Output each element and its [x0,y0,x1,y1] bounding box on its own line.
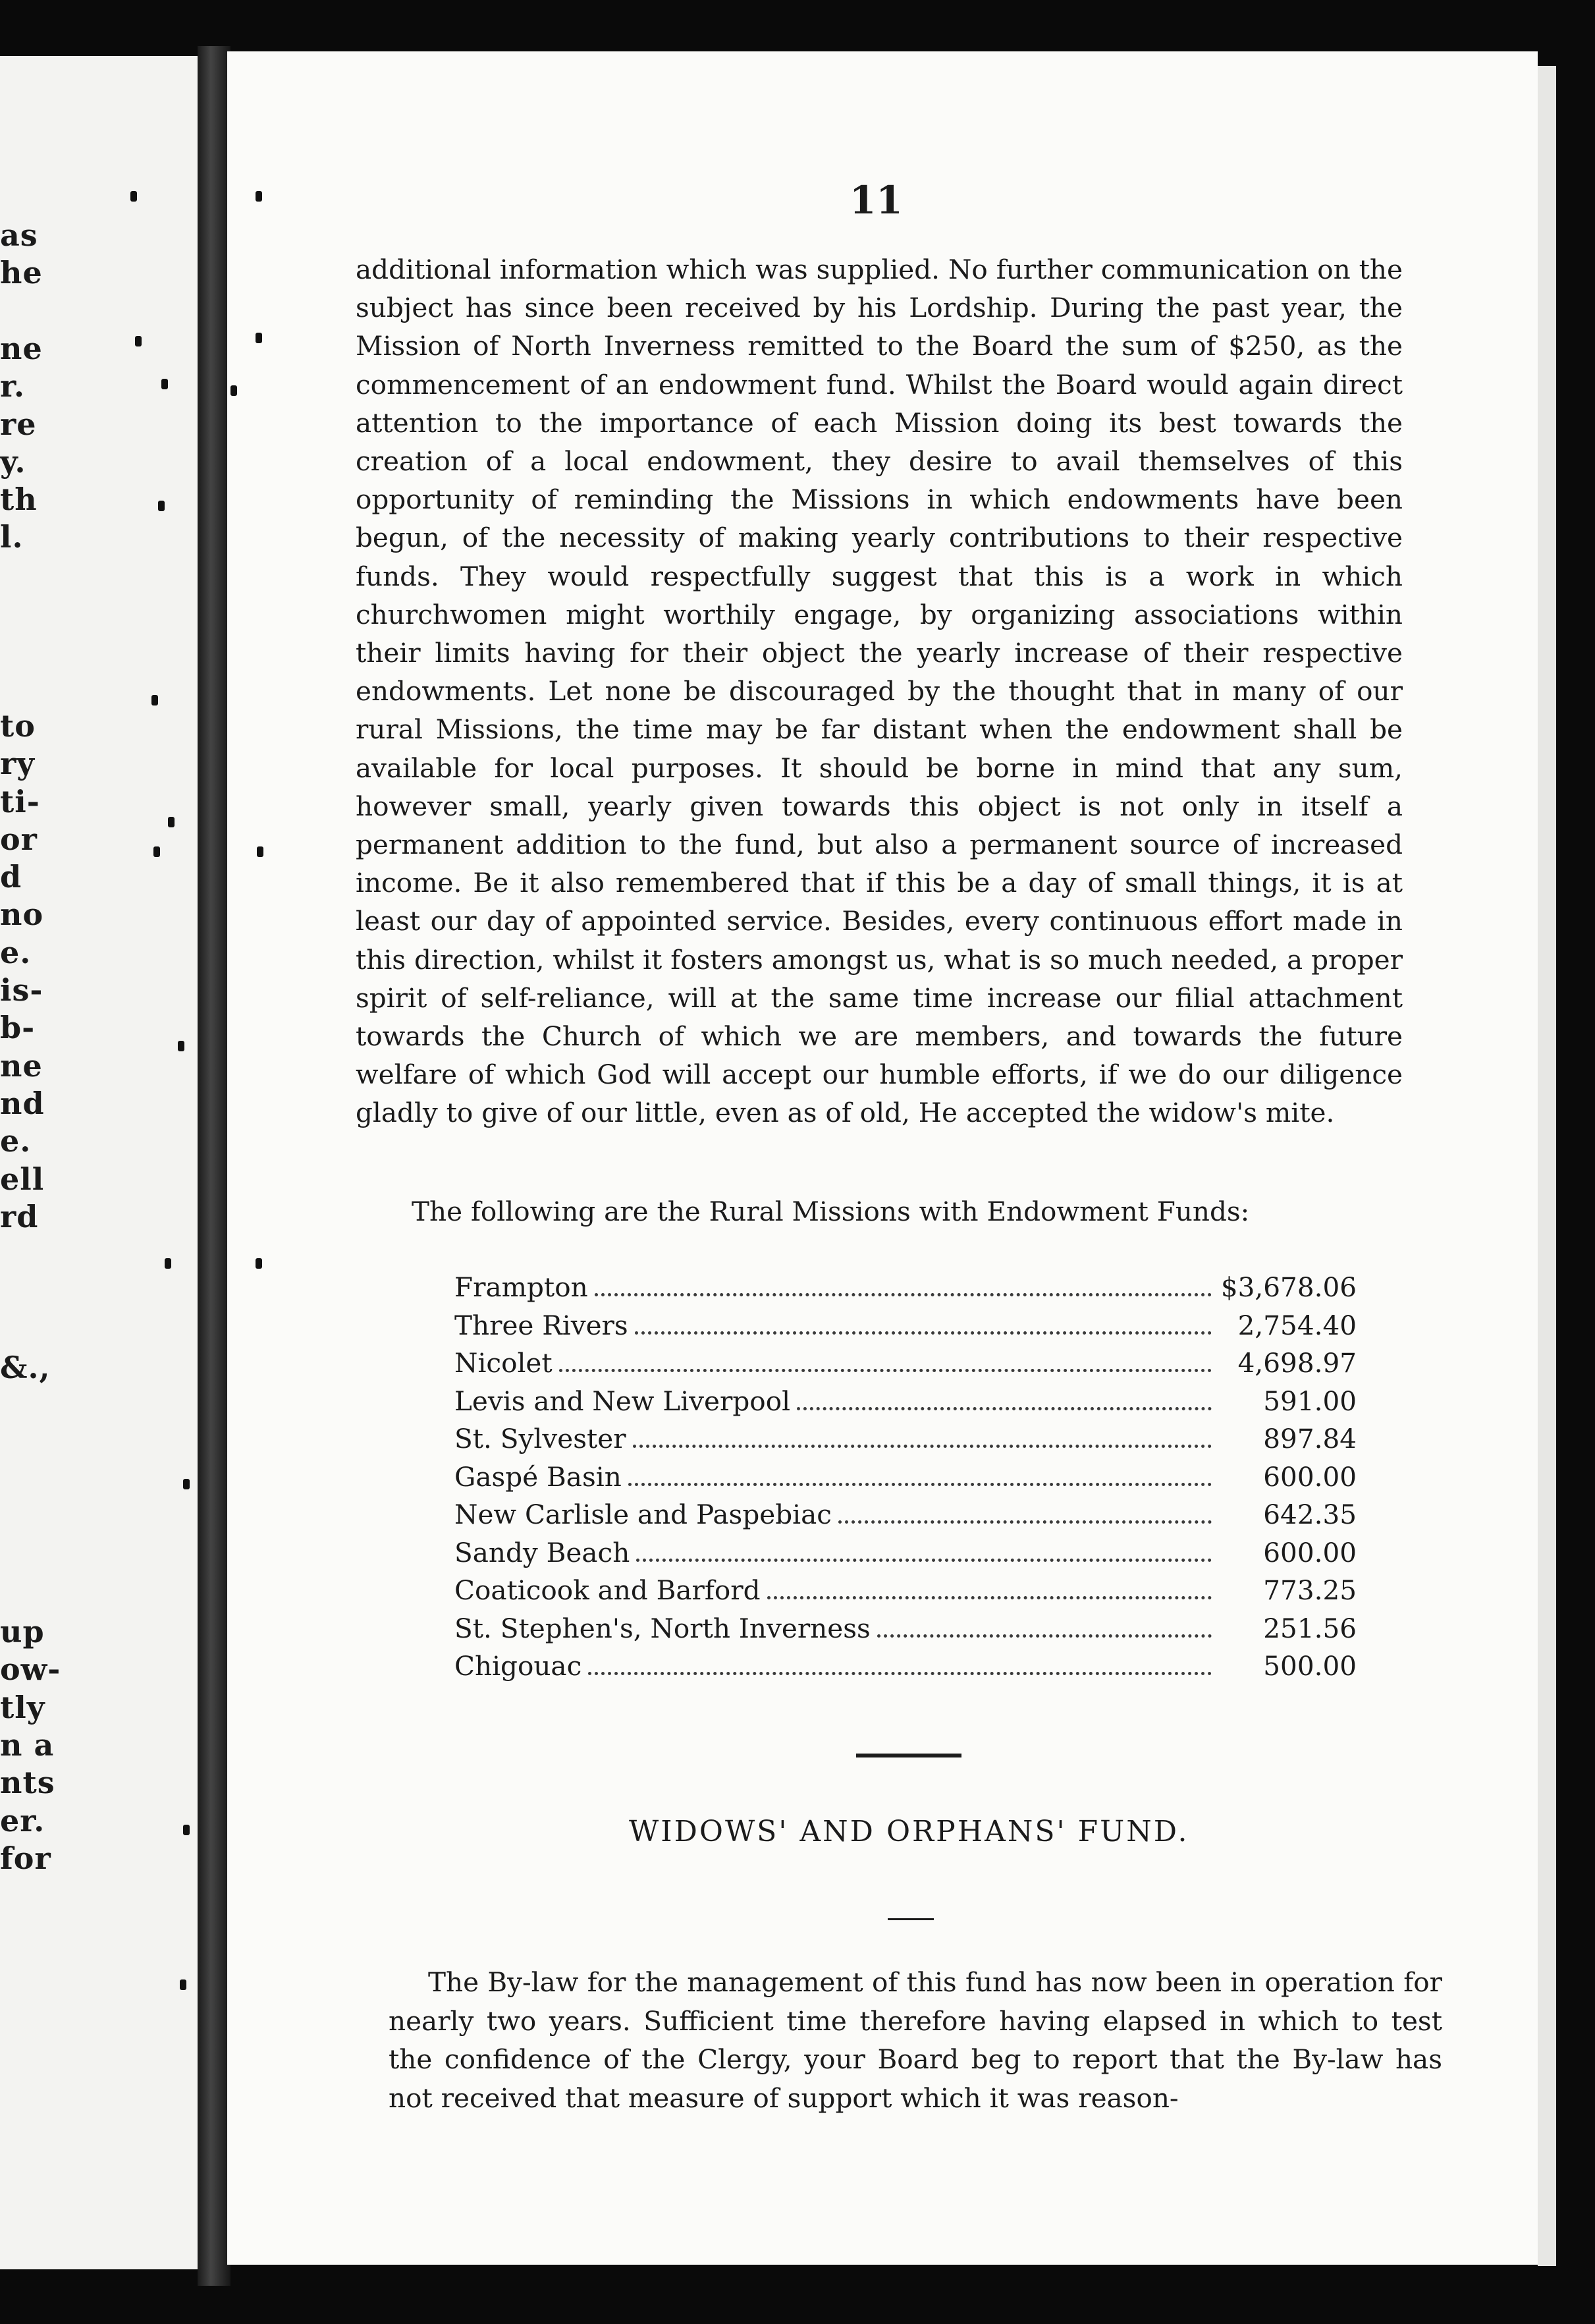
dot-leader [797,1407,1212,1410]
mission-name: St. Stephen's, North Inverness [454,1612,871,1644]
binding-mark [230,385,237,396]
mission-row [454,1461,1357,1499]
missions-list [454,1271,1357,1688]
mission-row [454,1650,1357,1688]
widows-fund-paragraph: The By-law for the management of this fund has now been in operation for nearly two years. Sufficient time therefore having elapsed in which to test the confidence of the Clergy, your Board beg to report that the By-law has not received that measure of support which it was reason- [389,1966,1442,2114]
left-page-line-fragment: l. [0,519,24,555]
dot-leader [635,1331,1212,1335]
section-divider [856,1754,961,1757]
mission-amount: $3,678.06 [1220,1271,1357,1303]
left-page-line-fragment: nts [0,1765,55,1801]
page-edge [1538,66,1556,2266]
endowment-paragraph: additional information which was supplied. No further communication on the subject has since been received by his Lordship. During the past year, the Mission of North Inverness remitted to the Board the sum of $250, as the commencement of an endowment fund. Whilst the Board would again direct attention to the importance of each Mission doing its best towards the creation of a local endowment, they desire to avail themselves of this opportunity of reminding the Missions in which endowments have been begun, of the necessity of making yearly contributions to their respective funds. They would respectfully suggest that this is a work in which churchwomen might worthily engage, by organizing associations within their limits having for their object the yearly increase of their respective endowments. Let none be discouraged by the thought that in many of our rural Missions, the time may be far distant when the endowment shall be available for local purposes. It should be borne in mind that any sum, however small, yearly given towards this object is not only in itself a permanent addition to the fund, but also a permanent source of increased income. Be it also remembered that if this be a day of small things, it is at least our day of appointed service. Besides, every continuous effort made in this direction, whilst it fosters amongst us, what is so much needed, a proper spirit of self-reliance, will at the same time increase our filial attachment towards the Church of which we are members, and towards the future welfare of which God will accept our humble efforts, if we do our diligence gladly to give of our little, even as of old, He accepted the widow's mite. [356,254,1403,1129]
page-number: 11 [850,178,903,223]
mission-row [454,1574,1357,1613]
binding-mark [165,1258,171,1269]
left-page-line-fragment: up [0,1614,45,1650]
section-heading: WIDOWS' AND ORPHANS' FUND. [629,1815,1189,1848]
mission-amount: 591.00 [1263,1385,1357,1417]
mission-row [454,1537,1357,1575]
mission-row [454,1423,1357,1461]
binding-mark [180,1979,186,1990]
binding-mark [168,817,175,827]
book-gutter [198,46,230,2286]
mission-name: Gaspé Basin [454,1460,622,1493]
binding-mark [257,846,263,857]
mission-amount: 773.25 [1263,1574,1357,1606]
left-page-line-fragment: rd [0,1198,39,1234]
mission-name: Three Rivers [454,1309,628,1341]
binding-mark [183,1825,190,1835]
dot-leader [767,1596,1212,1599]
mission-name: Levis and New Liverpool [454,1385,791,1417]
binding-mark [256,191,262,202]
mission-row [454,1347,1357,1385]
mission-name: Frampton [454,1271,588,1303]
mission-row [454,1385,1357,1424]
left-page-line-fragment: to [0,707,36,744]
left-page-line-fragment: ell [0,1161,45,1197]
mission-row [454,1613,1357,1651]
left-page-line-fragment: tly [0,1689,45,1725]
mission-amount: 500.00 [1263,1650,1357,1682]
dot-leader [559,1369,1212,1372]
left-page-line-fragment: for [0,1840,51,1876]
left-page-line-fragment: ne [0,1047,43,1084]
left-page-line-fragment: e. [0,934,32,970]
binding-mark [130,191,137,202]
mission-amount: 600.00 [1263,1536,1357,1568]
mission-row [454,1499,1357,1537]
missions-intro: The following are the Rural Missions with Endowment Funds: [412,1196,1250,1227]
left-page-line-fragment: r. [0,368,26,404]
dot-leader [595,1293,1212,1296]
left-page-fragments [0,56,201,2269]
binding-mark [256,1258,262,1269]
binding-mark [161,379,168,389]
left-page-line-fragment: b- [0,1010,36,1046]
left-page-line-fragment: d [0,859,22,895]
mission-name: Nicolet [454,1347,553,1379]
left-page-line-fragment: n a [0,1727,55,1763]
mission-amount: 4,698.97 [1237,1347,1357,1379]
left-page-line-fragment: nd [0,1085,45,1121]
left-page-line-fragment: ow- [0,1651,61,1688]
binding-mark [151,695,158,706]
left-page-line-fragment: &., [0,1350,51,1385]
dot-leader [633,1445,1212,1448]
left-page-line-fragment: er. [0,1802,45,1839]
left-page-line-fragment: or [0,821,38,857]
heading-underline [888,1918,934,1920]
left-page-line-fragment: ti- [0,783,40,819]
mission-amount: 897.84 [1263,1423,1357,1454]
left-page-line-fragment: th [0,482,38,518]
mission-row [454,1271,1357,1310]
mission-amount: 251.56 [1263,1612,1357,1644]
mission-name: Chigouac [454,1650,582,1682]
left-page-line-fragment: as [0,217,38,253]
left-facing-page [0,56,201,2269]
dot-leader [636,1559,1212,1562]
dot-leader [838,1520,1212,1524]
dot-leader [877,1634,1212,1638]
left-page-line-fragment: ne [0,330,43,366]
mission-name: New Carlisle and Paspebiac [454,1499,832,1530]
dot-leader [588,1672,1212,1675]
mission-amount: 642.35 [1263,1499,1357,1530]
left-page-line-fragment: y. [0,443,26,480]
left-page-line-fragment: he [0,255,43,291]
mission-name: Sandy Beach [454,1536,630,1568]
binding-mark [135,336,142,346]
dot-leader [628,1483,1212,1486]
left-page-line-fragment: no [0,897,44,933]
mission-amount: 2,754.40 [1237,1309,1357,1341]
binding-mark [178,1041,184,1051]
binding-mark [158,501,165,511]
binding-mark [183,1479,190,1489]
left-page-line-fragment: is- [0,972,43,1008]
left-page-line-fragment: ry [0,746,35,782]
mission-name: St. Sylvester [454,1423,626,1454]
binding-mark [256,333,262,343]
left-page-line-fragment: re [0,406,37,442]
left-page-line-fragment: e. [0,1123,32,1159]
mission-row [454,1310,1357,1348]
mission-amount: 600.00 [1263,1460,1357,1493]
mission-name: Coaticook and Barford [454,1574,761,1606]
binding-mark [153,846,160,857]
